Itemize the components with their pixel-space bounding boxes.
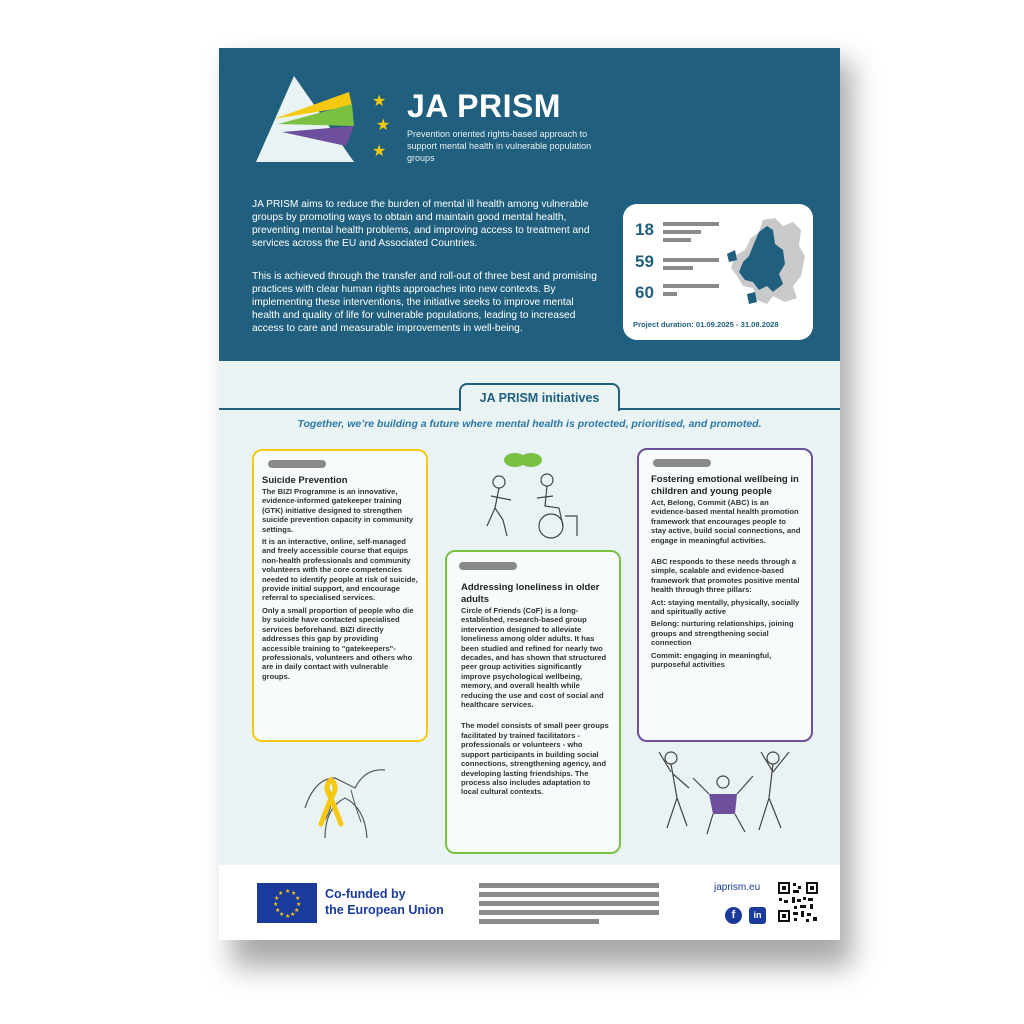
europe-map-icon xyxy=(723,216,807,312)
svg-text:★: ★ xyxy=(275,907,281,914)
eu-flag-icon xyxy=(257,883,317,923)
svg-text:★: ★ xyxy=(273,901,279,908)
card-tag-bar xyxy=(459,562,517,570)
stat-bar xyxy=(663,258,719,262)
card-suicide-prevention xyxy=(252,449,428,742)
stat-bar xyxy=(663,230,701,234)
hands-ribbon-icon xyxy=(295,748,395,848)
intro-paragraph-2: This is achieved through the transfer and roll-out of three best and promising practices with clear human rights approaches into new contexts. By implementing these interventions, the initiative seeks to improve mental health and quality of life for vulnerable populations, leading to increased access to care and measurable improvements in well-being. xyxy=(252,271,597,334)
svg-text:★: ★ xyxy=(372,91,387,110)
footer xyxy=(219,865,840,940)
poster-page xyxy=(219,48,840,940)
svg-text:★: ★ xyxy=(290,911,296,918)
svg-text:★: ★ xyxy=(376,115,391,134)
website-link[interactable]: japrism.eu xyxy=(714,882,761,893)
card-tag-bar xyxy=(268,460,326,468)
card-title: Suicide Prevention xyxy=(262,475,348,486)
section-title: JA PRISM initiatives xyxy=(459,383,620,411)
footer-text-bar xyxy=(479,883,659,888)
card-text: Commit: engaging in meaningful, purposeful activities xyxy=(651,650,772,670)
intro-paragraph-1: JA PRISM aims to reduce the burden of mental ill health among vulnerable groups by promoting ways to obtain and maintain good mental health, preventing mental health problems, and improving access to treatment and services across the EU and Associated Countries. xyxy=(252,199,590,249)
card-text: Circle of Friends (CoF) is a long-established, research-based group intervention designed to alleviate loneliness among older adults. It has been studied and refined for nearly two decades, and has shown that structured peer group activities significantly improve psychological wellbeing, memory, and overall health while reducing the use and cost of social and healthcare services. xyxy=(461,606,607,710)
stat-value-3: 60 xyxy=(635,283,654,302)
brand-tagline: Prevention oriented rights-based approach to support mental health in vulnerable population groups xyxy=(407,129,592,163)
stats-card xyxy=(623,204,813,340)
card-text: It is an interactive, online, self-managed and freely accessible course that equips non-health professionals and community volunteers with the core competencies needed to identify people at risk of suicide, provide initial support, and encourage referral to specialised services. xyxy=(262,537,418,603)
card-text: Only a small proportion of people who die by suicide have contacted specialised services beforehand. BIZI directly addresses this gap by providing accessible training to "gatekeepers"- professionals, volunteers and others who are in daily contact with vulnerable groups. xyxy=(262,605,414,681)
card-title: Addressing loneliness in older adults xyxy=(461,582,600,605)
card-text: The model consists of small peer groups facilitated by trained facilitators - professionals or volunteers - who support participants in building social connections, strengthening agency, and developing lasting friendships. The process also includes adaptation to local cultural contexts. xyxy=(461,721,609,797)
svg-text:★: ★ xyxy=(278,890,284,897)
stat-bar xyxy=(663,238,691,242)
card-text: The BIZI Programme is an innovative, evidence-informed gatekeeper training (GTK) initiative designed to strengthen suicide prevention capacity in community settings. xyxy=(262,487,414,534)
eu-cofunded-label xyxy=(325,886,444,918)
eu-text-line: Co-funded by xyxy=(325,887,406,901)
footer-text-bar xyxy=(479,901,659,906)
jumping-people-icon xyxy=(653,748,803,858)
footer-text-bar xyxy=(479,892,659,897)
brand-title: JA PRISM xyxy=(407,88,561,124)
svg-text:★: ★ xyxy=(294,907,300,914)
project-duration: Project duration: 01.09.2025 - 31.08.2028 xyxy=(633,320,779,329)
footer-text-bar xyxy=(479,919,599,924)
chat-bubbles-icon xyxy=(481,450,591,542)
stat-bar xyxy=(663,222,719,226)
eu-text-line: the European Union xyxy=(325,903,444,917)
stat-value-2: 59 xyxy=(635,252,654,271)
stat-bar xyxy=(663,284,719,288)
footer-text-bar xyxy=(479,910,659,915)
card-text: Act, Belong, Commit (ABC) is an evidence-based mental health promotion framework that encourages people to stay active, build social connections, and engage in meaningful activities. xyxy=(651,498,801,545)
svg-text:★: ★ xyxy=(274,895,280,902)
svg-text:★: ★ xyxy=(295,895,301,902)
stat-bar xyxy=(663,292,677,296)
qr-code-icon xyxy=(777,881,819,923)
svg-text:★: ★ xyxy=(296,901,302,908)
card-tag-bar xyxy=(653,459,711,467)
svg-text:★: ★ xyxy=(291,890,297,897)
card-title: Fostering emotional wellbeing in children and young people xyxy=(651,474,799,497)
card-text: ABC responds to these needs through a simple, scalable and evidence-based framework that promotes positive mental health through three pillars: xyxy=(651,557,800,595)
svg-text:★: ★ xyxy=(285,888,291,895)
facebook-icon[interactable]: f xyxy=(725,907,742,924)
svg-text:★: ★ xyxy=(279,911,285,918)
card-text: Act: staying mentally, physically, socially and spiritually active xyxy=(651,597,800,617)
section-subtitle: Together, we’re building a future where mental health is protected, prioritised, and promoted. xyxy=(297,418,762,430)
linkedin-icon[interactable]: in xyxy=(749,907,766,924)
card-emotional-wellbeing xyxy=(637,448,813,742)
header-panel xyxy=(219,48,840,361)
svg-text:★: ★ xyxy=(285,913,291,920)
prism-logo-icon xyxy=(254,74,404,164)
stat-bar xyxy=(663,266,693,270)
svg-text:★: ★ xyxy=(372,141,387,160)
card-loneliness xyxy=(445,550,621,854)
stat-value-1: 18 xyxy=(635,220,654,239)
card-text: Belong: nurturing relationships, joining groups and strengthening social connection xyxy=(651,619,794,648)
